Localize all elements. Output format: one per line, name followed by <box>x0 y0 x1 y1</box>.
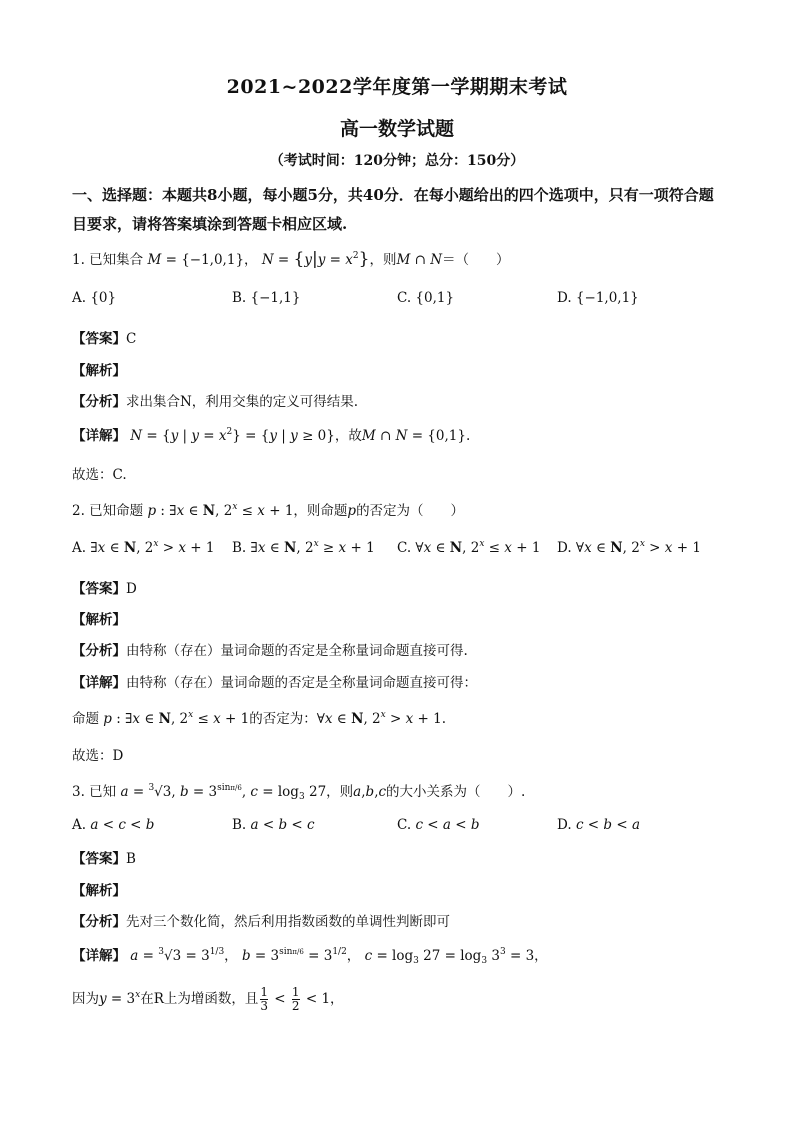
exam-title: 2021~2022学年度第一学期期末考试 <box>226 76 568 98</box>
q1-analysis-label: 【解析】 <box>72 363 126 379</box>
q3-fenxi: 【分析】先对三个数化简，然后利用指数函数的单调性判断即可 <box>72 914 450 930</box>
q3-option-c: C. c < a < b <box>397 817 480 833</box>
q2-option-a: A. ∃x ∈ N, $2^x > x + 1$ <box>72 539 215 556</box>
q3-analysis-label: 【解析】 <box>72 883 126 899</box>
exam-info: （考试时间：120分钟；总分：150分） <box>269 153 525 169</box>
q2-stem: 2. 已知命题 p : ∃x ∈ N, $2^x \le x + 1$，则命题p的否定为（ ） <box>72 502 465 519</box>
q2-option-b: B. ∃x ∈ N, $2^x \ge x + 1$ <box>232 539 375 556</box>
q2-detail: 【详解】由特称（存在）量词命题的否定是全称量词命题直接可得： <box>72 675 477 691</box>
q2-choose: 故选：D <box>72 748 124 764</box>
q1-option-b: B. {−1,1} <box>232 290 301 306</box>
q3-stem: 3. 已知 a = $^3$√3, $b = 3^{sin\pi/6}$, $c = \log_3 27$，则a,b,c的大小关系为（ ）. <box>72 783 526 802</box>
q2-negation-line: 命题 p : ∃x ∈ N, $2^x \le x + 1$的否定为：∀x ∈ N, $2^x > x + 1$. <box>72 710 446 727</box>
q3-answer: 【答案】B <box>72 851 136 867</box>
q1-answer: 【答案】C <box>72 331 137 347</box>
q1-stem: 1. 已知集合 M = {−1,0,1}， $N = \{y|y = x^2\}$，则M ∩ N＝（ ） <box>72 249 510 269</box>
q1-option-a: A. {0} <box>72 290 117 306</box>
exam-subtitle: 高一数学试题 <box>339 118 454 140</box>
q2-option-d: D. ∀x ∈ N, $2^x > x + 1$ <box>557 539 701 556</box>
q1-option-d: D. {−1,0,1} <box>557 290 639 306</box>
q3-option-b: B. a < b < c <box>232 817 315 833</box>
q3-option-a: A. a < c < b <box>72 817 155 833</box>
q2-fenxi: 【分析】由特称（存在）量词命题的否定是全称量词命题直接可得. <box>72 643 468 659</box>
q2-analysis-label: 【解析】 <box>72 612 126 628</box>
q3-monotonic-line: 因为$y = 3^x$在R上为增函数，且 $\frac{1}{3}$ < $\frac{1}{2}$ < 1， <box>72 985 344 1013</box>
q1-detail: 【详解】 N = {y | $y = x^2\} = \{y$ | y ≥ 0}，故M ∩ N = {0,1}. <box>72 427 471 444</box>
q3-option-d: D. c < b < a <box>557 817 641 833</box>
q2-option-c: C. ∀x ∈ N, $2^x \le x + 1$ <box>397 539 541 556</box>
q3-detail: 【详解】 $a = ^3√3 = 3^{1/3}$， $b = 3^{sin\pi/6} = 3^{1/2}$， $c = \log_3 27 = \log_3 3^3 = 3$， <box>72 947 548 966</box>
q1-option-c: C. {0,1} <box>397 290 455 306</box>
q2-answer: 【答案】D <box>72 581 137 597</box>
q1-choose: 故选：C. <box>72 467 127 483</box>
q1-fenxi: 【分析】求出集合N，利用交集的定义可得结果. <box>72 394 359 410</box>
section-heading: 一、选择题：本题共8小题，每小题5分，共40分．在每小题给出的四个选项中，只有一项符合题目要求，请将答案填涂到答题卡相应区域. <box>72 186 714 233</box>
